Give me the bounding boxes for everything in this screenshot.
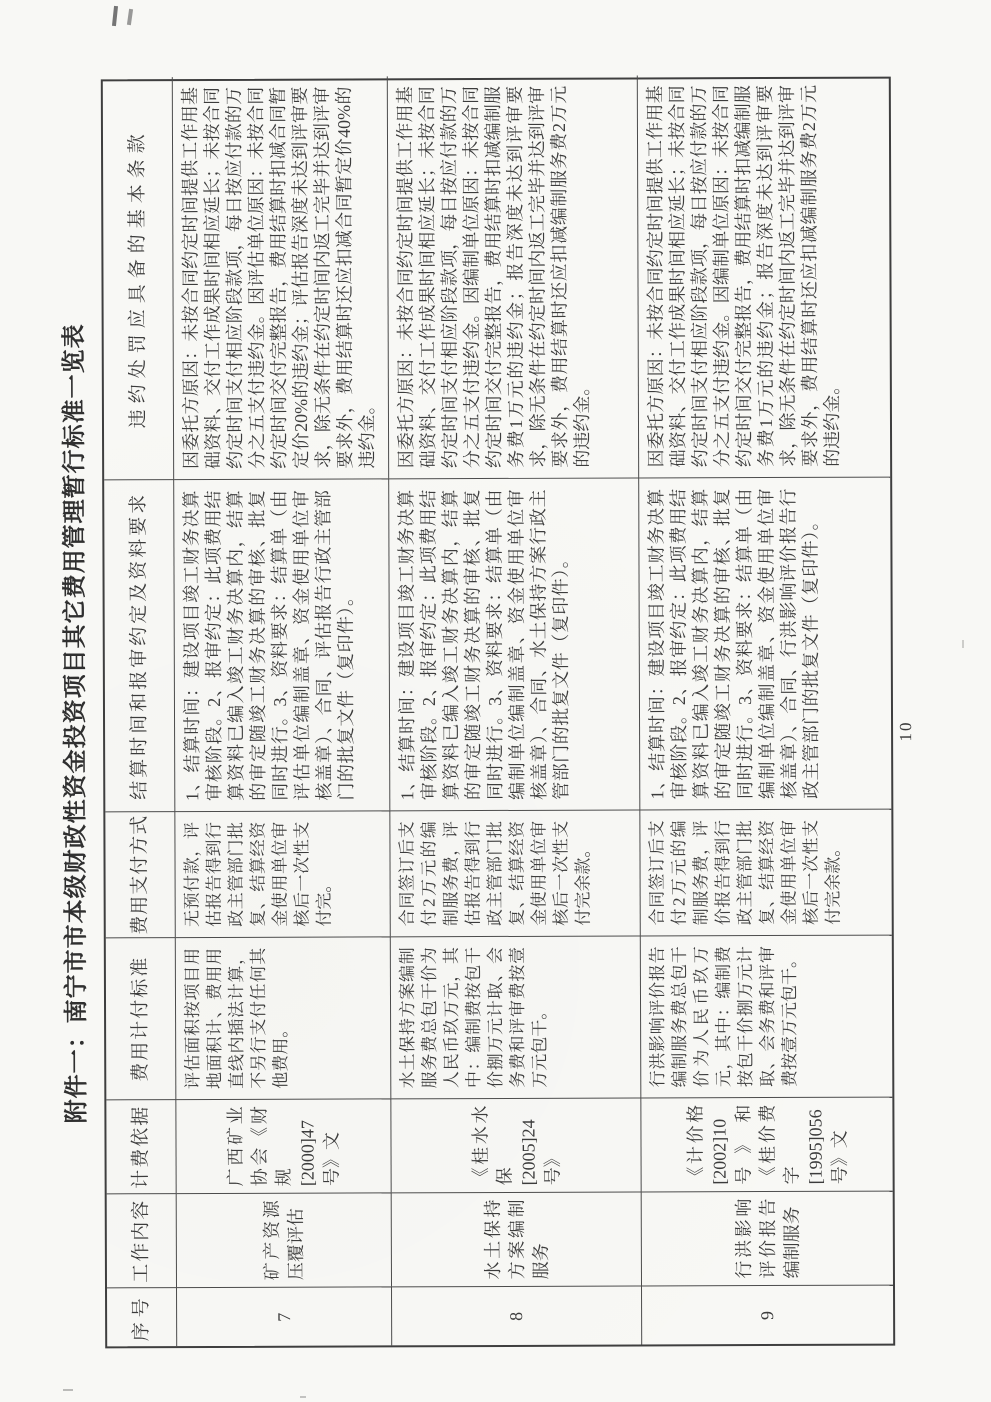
header-work: 工作内容 [107, 1193, 177, 1287]
table-row-7-payment: 无预付款，评估报告得到行政主管部门批复、结算经资金使用单位审核后一次性支付完。 [175, 810, 390, 937]
table-row-9-work [642, 1191, 893, 1286]
work-text: 矿产资源压覆评估 [261, 1200, 306, 1281]
table-row-8-basis [391, 1097, 641, 1192]
photocopy-speck [962, 640, 964, 648]
photocopy-speck [63, 1389, 73, 1391]
basis-text: 广西矿业协会《财规[2000]47号》文 [225, 1106, 342, 1187]
fee-standards-table [101, 77, 895, 1349]
table-row-9-payment: 合同签订后支付2万元的编制服务费，评价报告得到行政主管部门批复、结算经资金使用单位审核后一次性支付完余款。 [640, 809, 891, 936]
page-number: 10 [896, 720, 916, 742]
table-row-8-payment: 合同签订后支付2万元的编制服务费，评估报告得到行政主管部门批复、结算经资金使用单位审核后一次性支付完余款。 [390, 809, 640, 936]
page-title: 南宁市市本级财政性资金投资项目其它费用管理暂行标准一览表 [61, 323, 91, 1024]
table-row-8-settlement: 1、结算时间：建设项目竣工财务决算审核阶段。2、报审约定：此项费用结算资料已编入竣工财务决算内，结算的审定随竣工财务决算的审核、批复同时进行。3、资料要求：结算单（由编制单位编制盖章、资金使用单位审核盖章）、合同、水土保持方案行政主管部门的批复文件（复印件）。 [389, 477, 640, 810]
attachment-label: 附件一： [64, 1023, 91, 1124]
table-row-7-seq: 7 [177, 1286, 392, 1346]
header-breach: 违约处罚应具备的基本条款 [103, 77, 174, 479]
table-row-7-settlement: 1、结算时间：建设项目竣工财务决算审核阶段。2、报审约定：此项费用结算资料已编入竣工财务决算内，结算的审定随竣工财务决算的审核、批复同时进行。3、资料要求：结算单（由评估单位编制盖章、资金使用单位审核盖章）、合同、评估报告行政主管部门的批复文件（复印件）。 [174, 478, 390, 811]
table-row-7-basis [176, 1098, 391, 1193]
table-row-9-settlement: 1、结算时间：建设项目竣工财务决算审核阶段。2、报审约定：此项费用结算资料已编入竣工财务决算内，结算的审定随竣工财务决算的审核、批复同时进行。3、资料要求：结算单（由编制单位编制盖章、资金使用单位审核盖章）、合同、行洪影响评价报告行政主管部门的批复文件（复印件）。 [639, 477, 891, 810]
table-row-9-basis [641, 1097, 892, 1192]
photocopy-speck [300, 1396, 306, 1398]
photocopy-speck [127, 9, 133, 25]
table-row-9-seq: 9 [642, 1285, 893, 1345]
rotated-sheet-content [53, 76, 928, 1348]
header-settlement: 结算时间和报审约定及资料要求 [104, 479, 175, 811]
table-row-7-work [177, 1192, 392, 1287]
photocopy-speck [112, 6, 118, 26]
header-standard: 费用计付标准 [106, 937, 177, 1099]
header-seq: 序号 [107, 1287, 177, 1346]
document-title-line [53, 79, 103, 1348]
table-row-7-breach: 因委托方原因：未按合同约定时间提供工作用基础资料、交付工作成果时间相应延长；未按合同约定时间支付相应阶段款项，每日按应付款的万分之五支付违约金。因评估单位原因：未按合同约定时间交付完整报告，费用结算时扣减合同暂定价20%的违约金；评估报告深度未达到评审要求，除无条件在约定时间内返工完毕并达到评审要求外，费用结算时还应扣减合同暂定价40%的违约金。 [173, 76, 389, 479]
table-row-8-breach: 因委托方原因：未按合同约定时间提供工作用基础资料、交付工作成果时间相应延长；未按合同约定时间支付相应阶段款项，每日按应付款的万分之五支付违约金。因编制单位原因：未按合同约定时间交付完整报告，费用结算时扣减编制服务费1万元的违约金；报告深度未达到评审要求，除无条件在约定时间内返工完毕并达到评审要求外，费用结算时还应扣减编制服务费2万元的违约金。 [388, 75, 639, 478]
table-row-9-standard: 行洪影响评价报告编制服务费总包干价为人民币玖万元，其中：编制费按包干价捌万元计取、会务费和评审费按壹万元包干。 [641, 935, 893, 1098]
basis-text: 《桂水水保[2005]24号》 [469, 1105, 563, 1186]
basis-text: 《计价格[2002]10号》和《桂价费字[1995]056号》文 [684, 1104, 850, 1185]
table-row-8-standard: 水土保持方案编制服务费总包干价为人民币玖万元，其中：编制费按包干价捌万元计取、会务费和评审费按壹万元包干。 [391, 935, 642, 1098]
table-row-8-work [392, 1191, 642, 1286]
table-row-8-seq: 8 [392, 1285, 642, 1345]
header-payment: 费用支付方式 [105, 811, 175, 937]
work-text: 行洪影响评价报告编制服务 [733, 1198, 802, 1279]
table-row-7-standard: 评估面积按项目用地面积计、费用用直线内插法计算，不另行支付任何其他费用。 [176, 936, 392, 1099]
table-row-9-breach: 因委托方原因：未按合同约定时间提供工作用基础资料、交付工作成果时间相应延长；未按合同约定时间支付相应阶段款项，每日按应付款的万分之五支付违约金。因编制单位原因：未按合同约定时间交付完整报告，费用结算时扣减编制服务费1万元的违约金；报告深度未达到评审要求，除无条件在约定时间内返工完毕并达到评审要求外，费用结算时还应扣减编制服务费2万元的违约金。 [644, 84, 843, 468]
header-basis: 计费依据 [106, 1099, 176, 1193]
work-text: 水土保持方案编制服务 [482, 1199, 551, 1280]
